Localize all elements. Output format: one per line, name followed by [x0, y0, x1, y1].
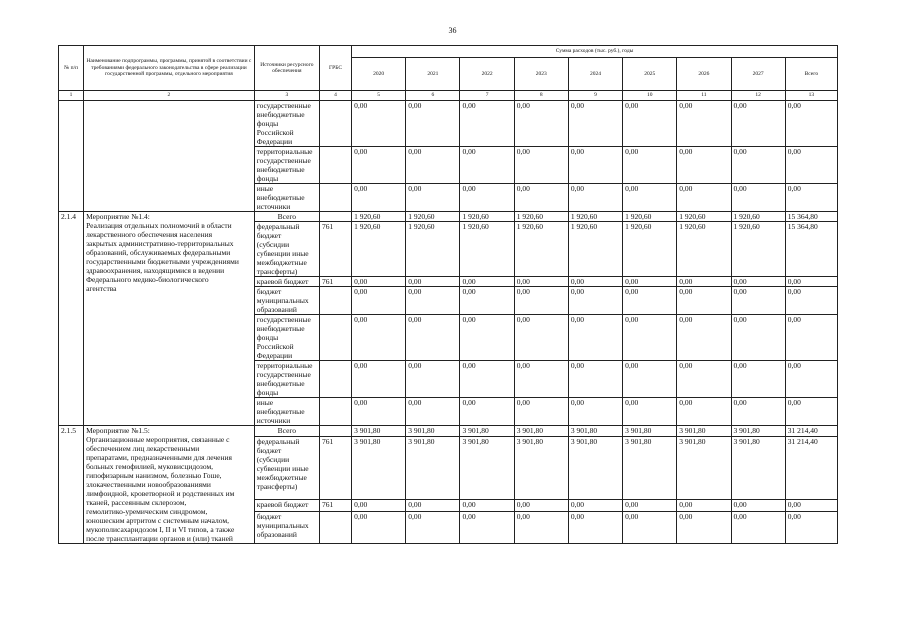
- grbs-cell: 761: [319, 277, 351, 287]
- value-cell: 0,00: [677, 398, 731, 426]
- header-year: 2023: [514, 58, 568, 91]
- continuation-num-cell: [59, 101, 84, 212]
- source-cell: краевой бюджет: [254, 277, 319, 287]
- value-cell: 0,00: [731, 361, 785, 398]
- value-cell: 0,00: [677, 315, 731, 361]
- header-total: Всего: [785, 58, 837, 91]
- value-cell: 3 901,80: [352, 437, 406, 500]
- grbs-cell: [319, 212, 351, 222]
- header-year: 2024: [568, 58, 622, 91]
- table-body: [59, 91, 838, 544]
- value-cell: 0,00: [623, 315, 677, 361]
- value-cell: 0,00: [460, 511, 514, 543]
- source-cell: краевой бюджет: [254, 500, 319, 511]
- value-cell: 1 920,60: [460, 222, 514, 277]
- value-cell: 0,00: [514, 287, 568, 315]
- value-cell: 1 920,60: [406, 212, 460, 222]
- value-cell: 0,00: [677, 511, 731, 543]
- value-cell: 3 901,80: [514, 426, 568, 437]
- source-cell: иные внебюджетные источники: [254, 398, 319, 426]
- column-index-row: [59, 91, 838, 101]
- value-cell: 0,00: [352, 315, 406, 361]
- value-cell: 0,00: [514, 184, 568, 212]
- value-cell: 0,00: [731, 277, 785, 287]
- value-cell: 3 901,80: [406, 437, 460, 500]
- column-index-cell: 6: [406, 91, 460, 101]
- value-cell: 0,00: [731, 287, 785, 315]
- header-year: 2021: [406, 58, 460, 91]
- value-cell: 0,00: [406, 315, 460, 361]
- value-cell: 0,00: [352, 277, 406, 287]
- value-cell: 0,00: [568, 361, 622, 398]
- total-cell: 0,00: [785, 361, 837, 398]
- value-cell: 0,00: [568, 511, 622, 543]
- value-cell: 1 920,60: [623, 212, 677, 222]
- column-index-cell: 9: [568, 91, 622, 101]
- value-cell: 3 901,80: [731, 437, 785, 500]
- value-cell: 0,00: [460, 315, 514, 361]
- value-cell: 1 920,60: [352, 212, 406, 222]
- header-year: 2020: [352, 58, 406, 91]
- value-cell: 0,00: [460, 101, 514, 147]
- total-cell: 0,00: [785, 277, 837, 287]
- total-cell: 0,00: [785, 511, 837, 543]
- header-year: 2022: [460, 58, 514, 91]
- continuation-name-cell: [84, 101, 255, 212]
- value-cell: 1 920,60: [568, 212, 622, 222]
- source-cell: бюджет муниципальных образований: [254, 511, 319, 543]
- value-cell: 0,00: [352, 147, 406, 184]
- value-cell: 0,00: [623, 184, 677, 212]
- value-cell: 0,00: [623, 361, 677, 398]
- source-cell: территориальные государственные внебюджетные фонды: [254, 361, 319, 398]
- total-cell: 15 364,80: [785, 222, 837, 277]
- value-cell: 0,00: [731, 184, 785, 212]
- value-cell: 0,00: [623, 101, 677, 147]
- value-cell: 0,00: [460, 361, 514, 398]
- value-cell: 0,00: [623, 277, 677, 287]
- header-year: 2026: [677, 58, 731, 91]
- value-cell: 0,00: [406, 500, 460, 511]
- source-cell: Всего: [254, 426, 319, 437]
- column-index-cell: 10: [623, 91, 677, 101]
- value-cell: 0,00: [677, 361, 731, 398]
- budget-table: [58, 45, 838, 544]
- total-cell: 0,00: [785, 287, 837, 315]
- value-cell: 3 901,80: [568, 426, 622, 437]
- source-cell: бюджет муниципальных образований: [254, 287, 319, 315]
- value-cell: 0,00: [731, 398, 785, 426]
- value-cell: 0,00: [514, 511, 568, 543]
- value-cell: 0,00: [406, 287, 460, 315]
- value-cell: 0,00: [352, 287, 406, 315]
- value-cell: 1 920,60: [514, 222, 568, 277]
- value-cell: 0,00: [514, 315, 568, 361]
- source-cell: федеральный бюджет (субсидии субвенции иные межбюджетные трансферты): [254, 437, 319, 500]
- value-cell: 0,00: [677, 500, 731, 511]
- header-num: № п/п: [59, 46, 84, 91]
- source-cell: государственные внебюджетные фонды Российской Федерации: [254, 101, 319, 147]
- header-sum-group: Сумма расходов (тыс. руб.), годы: [352, 46, 838, 58]
- value-cell: 3 901,80: [677, 426, 731, 437]
- total-cell: 0,00: [785, 147, 837, 184]
- total-cell: 0,00: [785, 184, 837, 212]
- measure-title: Мероприятие №1.4: Реализация отдельных полномочий в области лекарственного обеспечения населения закрытых административно-территориальных образований, обслуживаемых федеральными государственными бюджетными учреждениями здравоохранения, находящимися в ведении Федерального медико-биологического агентства: [84, 212, 255, 426]
- value-cell: 0,00: [352, 361, 406, 398]
- column-index-cell: 7: [460, 91, 514, 101]
- value-cell: 0,00: [514, 500, 568, 511]
- value-cell: 3 901,80: [514, 437, 568, 500]
- value-cell: 0,00: [406, 101, 460, 147]
- value-cell: 0,00: [677, 277, 731, 287]
- value-cell: 0,00: [568, 101, 622, 147]
- value-cell: 3 901,80: [460, 426, 514, 437]
- value-cell: 1 920,60: [514, 212, 568, 222]
- value-cell: 0,00: [677, 184, 731, 212]
- source-cell: Всего: [254, 212, 319, 222]
- value-cell: 3 901,80: [623, 426, 677, 437]
- value-cell: 3 901,80: [460, 437, 514, 500]
- grbs-cell: 761: [319, 437, 351, 500]
- column-index-cell: 4: [319, 91, 351, 101]
- value-cell: 0,00: [623, 287, 677, 315]
- grbs-cell: [319, 184, 351, 212]
- value-cell: 0,00: [460, 277, 514, 287]
- source-cell: иные внебюджетные источники: [254, 184, 319, 212]
- value-cell: 0,00: [460, 398, 514, 426]
- grbs-cell: [319, 511, 351, 543]
- value-cell: 0,00: [731, 147, 785, 184]
- value-cell: 0,00: [623, 147, 677, 184]
- grbs-cell: [319, 398, 351, 426]
- grbs-cell: [319, 426, 351, 437]
- grbs-cell: [319, 147, 351, 184]
- measure-number: 2.1.4: [59, 212, 84, 426]
- value-cell: 1 920,60: [677, 212, 731, 222]
- value-cell: 3 901,80: [623, 437, 677, 500]
- value-cell: 1 920,60: [352, 222, 406, 277]
- source-cell: территориальные государственные внебюджетные фонды: [254, 147, 319, 184]
- value-cell: 0,00: [568, 277, 622, 287]
- column-index-cell: 2: [84, 91, 255, 101]
- value-cell: 3 901,80: [731, 426, 785, 437]
- value-cell: 0,00: [352, 511, 406, 543]
- column-index-cell: 13: [785, 91, 837, 101]
- grbs-cell: 761: [319, 500, 351, 511]
- column-index-cell: 12: [731, 91, 785, 101]
- value-cell: 0,00: [568, 398, 622, 426]
- value-cell: 0,00: [352, 101, 406, 147]
- value-cell: 1 920,60: [731, 212, 785, 222]
- grbs-cell: [319, 315, 351, 361]
- total-cell: 0,00: [785, 315, 837, 361]
- value-cell: 0,00: [460, 500, 514, 511]
- column-index-cell: 5: [352, 91, 406, 101]
- value-cell: 0,00: [731, 500, 785, 511]
- value-cell: 0,00: [731, 101, 785, 147]
- value-cell: 0,00: [406, 398, 460, 426]
- value-cell: 0,00: [406, 361, 460, 398]
- value-cell: 0,00: [352, 184, 406, 212]
- source-cell: государственные внебюджетные фонды Российской Федерации: [254, 315, 319, 361]
- value-cell: 1 920,60: [568, 222, 622, 277]
- value-cell: 0,00: [623, 500, 677, 511]
- grbs-cell: [319, 287, 351, 315]
- header-grbs: ГРБС: [319, 46, 351, 91]
- value-cell: 0,00: [514, 277, 568, 287]
- value-cell: 0,00: [568, 287, 622, 315]
- value-cell: 0,00: [731, 511, 785, 543]
- column-index-cell: 11: [677, 91, 731, 101]
- header-year: 2027: [731, 58, 785, 91]
- value-cell: 1 920,60: [731, 222, 785, 277]
- column-index-cell: 1: [59, 91, 84, 101]
- value-cell: 0,00: [460, 184, 514, 212]
- total-cell: 31 214,40: [785, 426, 837, 437]
- column-index-cell: 8: [514, 91, 568, 101]
- value-cell: 1 920,60: [460, 212, 514, 222]
- value-cell: 0,00: [514, 398, 568, 426]
- total-cell: 0,00: [785, 500, 837, 511]
- value-cell: 0,00: [406, 147, 460, 184]
- value-cell: 1 920,60: [406, 222, 460, 277]
- grbs-cell: [319, 361, 351, 398]
- value-cell: 3 901,80: [568, 437, 622, 500]
- value-cell: 0,00: [406, 184, 460, 212]
- grbs-cell: [319, 101, 351, 147]
- total-cell: 0,00: [785, 101, 837, 147]
- table-row: [59, 426, 838, 437]
- value-cell: 0,00: [731, 315, 785, 361]
- table-row: [59, 101, 838, 147]
- value-cell: 0,00: [677, 101, 731, 147]
- value-cell: 0,00: [677, 287, 731, 315]
- value-cell: 0,00: [514, 147, 568, 184]
- value-cell: 0,00: [514, 361, 568, 398]
- value-cell: 0,00: [568, 500, 622, 511]
- value-cell: 0,00: [460, 287, 514, 315]
- value-cell: 0,00: [568, 147, 622, 184]
- value-cell: 0,00: [623, 398, 677, 426]
- measure-title: Мероприятие №1.5: Организационные мероприятия, связанные с обеспечением лиц лекарственными препаратами, предназначенными для лечения больных гемофилией, муковисцидозом, гипофизарным нанизмом, болезнью Гоше, злокачественными новообразованиями лимфоидной, кроветворной и родственных им тканей, рассеянным склерозом, гемолитико-уремическим синдромом, юношеским артритом с системным началом, мукополисахаридозом I, II и VI типов, а также после трансплантации органов и (или) тканей: [84, 426, 255, 544]
- value-cell: 0,00: [406, 277, 460, 287]
- column-index-cell: 3: [254, 91, 319, 101]
- value-cell: 0,00: [568, 184, 622, 212]
- source-cell: федеральный бюджет (субсидии субвенции иные межбюджетные трансферты): [254, 222, 319, 277]
- value-cell: 1 920,60: [623, 222, 677, 277]
- value-cell: 0,00: [568, 315, 622, 361]
- value-cell: 0,00: [352, 398, 406, 426]
- value-cell: 3 901,80: [406, 426, 460, 437]
- value-cell: 0,00: [677, 147, 731, 184]
- total-cell: 31 214,40: [785, 437, 837, 500]
- value-cell: 0,00: [406, 511, 460, 543]
- header-name: Наименование подпрограммы, программы, принятой в соответствии с требованиями федерального законодательства в сфере реализации государственной программы, отдельного мероприятия: [84, 46, 255, 91]
- total-cell: 0,00: [785, 398, 837, 426]
- total-cell: 15 364,80: [785, 212, 837, 222]
- value-cell: 0,00: [514, 101, 568, 147]
- value-cell: 3 901,80: [352, 426, 406, 437]
- grbs-cell: 761: [319, 222, 351, 277]
- measure-number: 2.1.5: [59, 426, 84, 544]
- header-source: Источники ресурсного обеспечения: [254, 46, 319, 91]
- page-number: 36: [448, 26, 457, 35]
- value-cell: 1 920,60: [677, 222, 731, 277]
- header-year: 2025: [623, 58, 677, 91]
- value-cell: 0,00: [352, 500, 406, 511]
- value-cell: 0,00: [460, 147, 514, 184]
- value-cell: 3 901,80: [677, 437, 731, 500]
- value-cell: 0,00: [623, 511, 677, 543]
- table-row: [59, 212, 838, 222]
